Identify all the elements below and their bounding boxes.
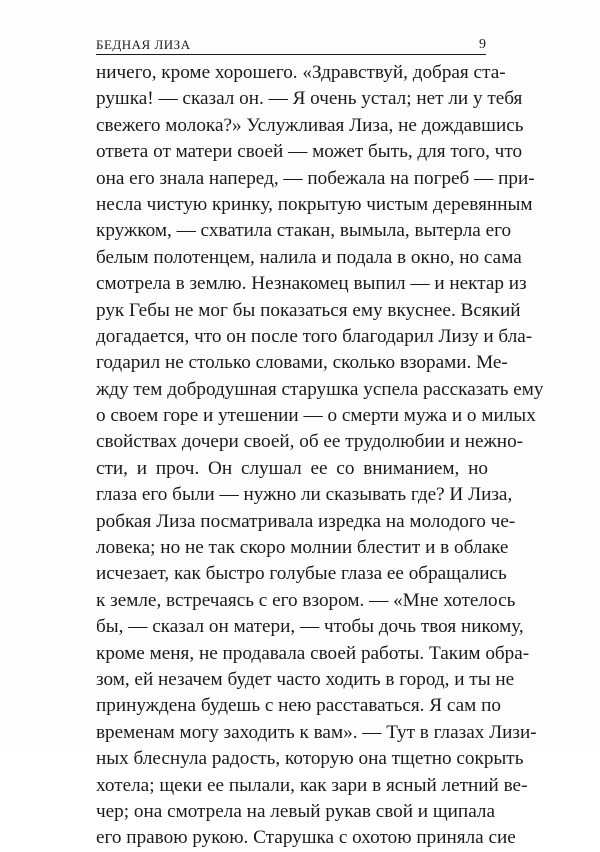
text-line: глаза его были — нужно ли сказывать где? И Лиза,	[96, 484, 513, 506]
text-line: свежего молока?» Услужливая Лиза, не дождавшись	[96, 114, 524, 136]
text-line: исчезает, как быстро голубые глаза ее обращались	[96, 563, 507, 585]
text-line: временам могу заходить к вам». — Тут в глазах Лизи-	[96, 721, 537, 743]
text-line: смотрела в землю. Незнакомец выпил — и нектар из	[96, 273, 527, 295]
text-line: ничего, кроме хорошего. «Здравствуй, добрая ста-	[96, 62, 506, 83]
body-text	[96, 60, 544, 852]
text-line: чер; она смотрела на левый рукав свой и щипала	[96, 800, 495, 822]
text-line: о своем горе и утешении — о смерти мужа и о милых	[96, 405, 536, 427]
text-line: ных блеснула радость, которую она тщетно сокрыть	[96, 748, 524, 770]
text-line: принуждена будешь с нею расставаться. Я сам по	[96, 695, 501, 717]
text-line: кроме меня, не продавала своей работы. Таким обра-	[96, 642, 530, 664]
page-number: 9	[475, 36, 486, 54]
text-line: робкая Лиза посматривала изредка на молодого че-	[96, 510, 516, 532]
text-line: его правою рукою. Старушка с охотою приняла сие	[96, 827, 516, 849]
text-line: к земле, встречаясь с его взором. — «Мне хотелось	[96, 589, 516, 611]
text-line: хотела; щеки ее пылали, как зари в ясный летний ве-	[96, 774, 528, 796]
text-line: свойствах дочери своей, об ее трудолюбии и нежно-	[96, 431, 524, 453]
text-line: рушка! — сказал он. — Я очень устал; нет ли у тебя	[96, 88, 523, 110]
running-header	[96, 36, 486, 55]
text-line: бы, — сказал он матери, — чтобы дочь твоя никому,	[96, 616, 524, 638]
text-line: сти, и проч. Он слушал ее со вниманием, но	[96, 457, 488, 479]
text-line: ответа от матери своей — может быть, для того, что	[96, 141, 523, 163]
text-line: несла чистую кринку, покрытую чистым деревянным	[96, 193, 533, 215]
running-title: БЕДНАЯ ЛИЗА	[96, 36, 195, 54]
text-line: рук Гебы не мог бы показаться ему вкуснее. Всякий	[96, 299, 521, 321]
text-line: годарил не столько словами, сколько взорами. Ме-	[96, 352, 508, 374]
text-line: ловека; но не так скоро молнии блестит и в облаке	[96, 537, 509, 559]
text-line: жду тем добродушная старушка успела рассказать ему	[96, 378, 544, 400]
text-line: догадается, что он после того благодарил Лизу и бла-	[96, 325, 533, 347]
text-line: кружком, — схватила стакан, вымыла, вытерла его	[96, 220, 512, 242]
text-line: белым полотенцем, налила и подала в окно, но сама	[96, 246, 522, 268]
text-line: зом, ей незачем будет часто ходить в город, и ты не	[96, 668, 515, 690]
text-line: она его знала наперед, — побежала на погреб — при-	[96, 167, 535, 189]
